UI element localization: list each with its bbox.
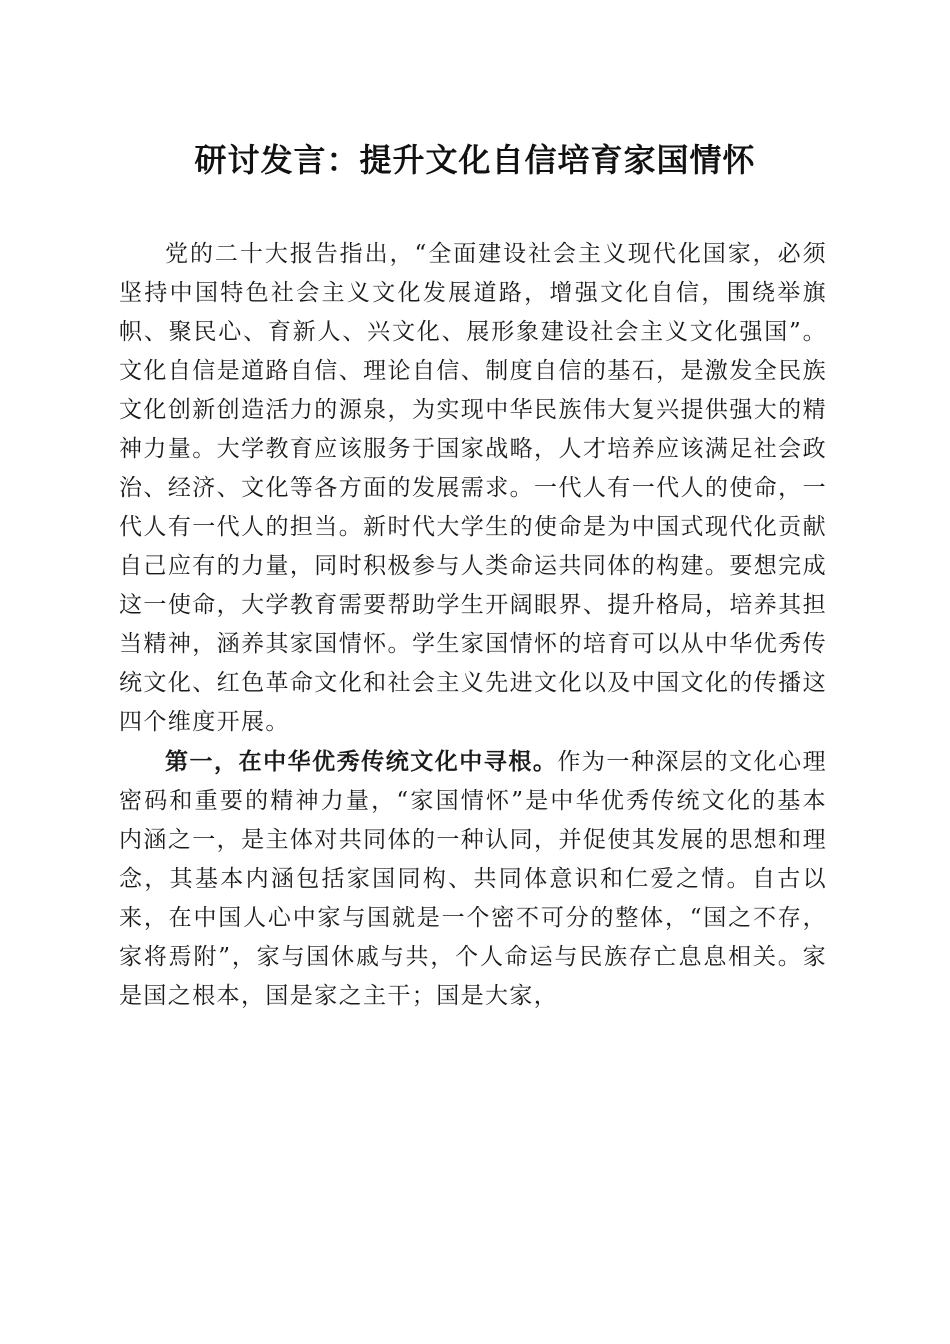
paragraph-1 (119, 234, 827, 742)
paragraph-2-text: 作为一种深层的文化心理密码和重要的精神力量，“家国情怀”是中华优秀传统文化的基本内涵之一，是主体对共同体的一种认同，并促使其发展的思想和理念，其基本内涵包括家国同构、共同体意识和仁爱之情。自古以来，在中国人心中家与国就是一个密不可分的整体，“国之不存，家将焉附”，家与国休戚与共，个人命运与民族存亡息息相关。家是国之根本，国是家之主干；国是大家， (119, 749, 828, 1009)
document-body (119, 234, 827, 1016)
paragraph-2-lead: 第一，在中华优秀传统文化中寻根。 (165, 748, 558, 775)
document-title: 研讨发言：提升文化自信培育家国情怀 (194, 141, 756, 179)
paragraph-2 (119, 742, 827, 1016)
paragraph-1-text: 党的二十大报告指出，“全面建设社会主义现代化国家，必须坚持中国特色社会主义文化发展道路，增强文化自信，围绕举旗帜、聚民心、育新人、兴文化、展形象建设社会主义文化强国”。文化自信是道路自信、理论自信、制度自信的基石，是激发全民族文化创新创造活力的源泉，为实现中华民族伟大复兴提供强大的精神力量。大学教育应该服务于国家战略，人才培养应该满足社会政治、经济、文化等各方面的发展需求。一代人有一代人的使命，一代人有一代人的担当。新时代大学生的使命是为中国式现代化贡献自己应有的力量，同时积极参与人类命运共同体的构建。要想完成这一使命，大学教育需要帮助学生开阔眼界、提升格局，培养其担当精神，涵养其家国情怀。学生家国情怀的培育可以从中华优秀传统文化、红色革命文化和社会主义先进文化以及中国文化的传播这四个维度开展。 (119, 241, 827, 735)
